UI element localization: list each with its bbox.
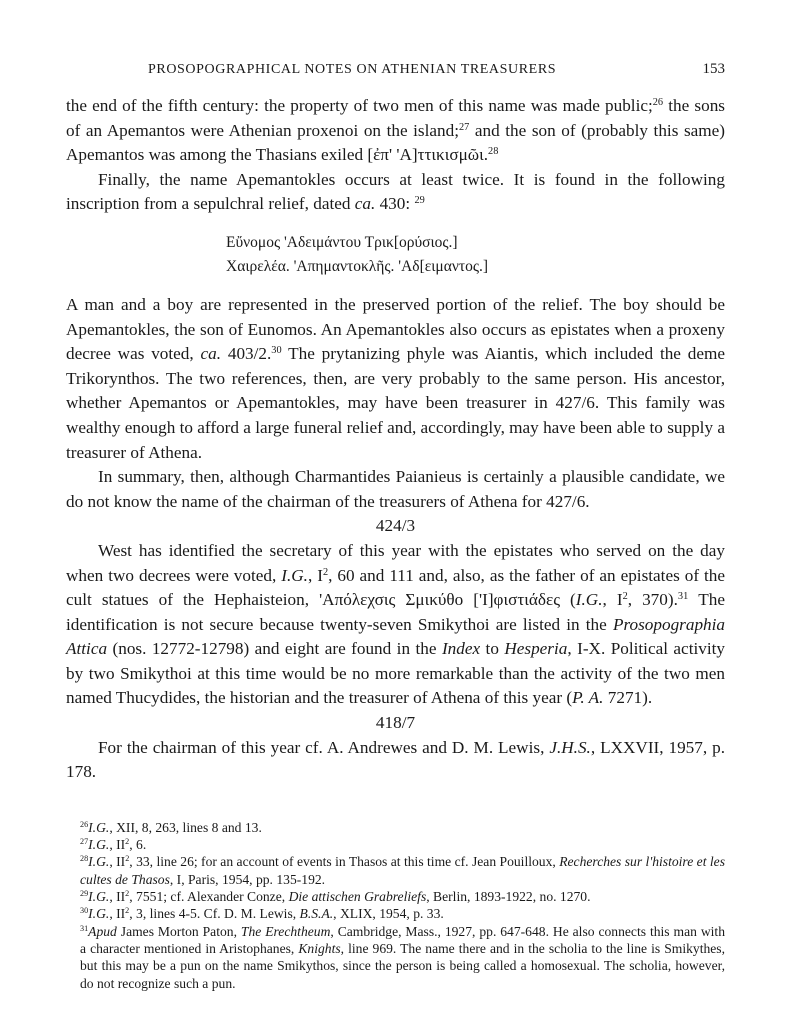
footnote-ref-31[interactable]: 31: [677, 590, 689, 602]
paragraph-1: the end of the fifth century: the property of two men of this name was made public;$^{26}$ the sons of an Apemantos were Athenian proxenoi on the island;$^{27}$ and the son of (probably this same) Apemantos was among the Thasians exiled [ἐπ' 'Α]ττικισμῶι.$^{28}$: [66, 96, 725, 165]
section-heading-418-7: 418/7: [375, 713, 416, 733]
footnote-ref-26[interactable]: 26: [652, 96, 664, 108]
body-text: [66, 94, 725, 785]
footnote-27: $^{27}$I.G., $II^2$, 6.: [80, 837, 147, 853]
footnotes: [66, 819, 725, 992]
page-number: 153: [702, 61, 725, 77]
footnote-26: $^{26}$I.G., XII, 8, 263, lines 8 and 13.: [80, 819, 262, 835]
running-header: [66, 58, 725, 82]
footnote-ref-27[interactable]: 27: [459, 121, 470, 133]
footnote-ref-29[interactable]: 29: [414, 195, 425, 207]
paragraph-5: West has identified the secretary of this year with the epistates who served on the day when two decrees were voted, I.G., $I^2$, 60 and 111 and, also, as the father of an epistates of the cult statues of the Hephaisteion, 'Απόλεχσις Σμικύθο ['Ι]φιστιάδες (I.G., $I^2$, 370).$^{31}$ The identification is not secure because twenty-seven Smikythoi are listed in the Prosopographia Attica (nos. 12772-12798) and eight are found in the Index to Hesperia, I-X. Political activity by two Smikythoi at this time would be no more remarkable than the activity of the two men named Thucydides, the historian and the treasurer of Athena of this year (P. A. 7271).: [66, 540, 726, 708]
inscription-line-1: Εὔνομος 'Αδειμάντου Τρικ[ορύσιος.]: [226, 233, 458, 251]
greek-inscription: [226, 231, 725, 279]
footnote-29: $^{29}$I.G., $II^2$, 7551; cf. Alexander Conze, Die attischen Grabreliefs, Berlin, 1893-1922, no. 1270.: [80, 889, 591, 905]
paragraph-3: A man and a boy are represented in the preserved portion of the relief. The boy should be Apemantokles, the son of Eunomos. An Apemantokles also occurs as epistates when a proxeny decree was voted, ca. 403/2.30 The prytanizing phyle was Aiantis, which included the deme Trikorynthos. The two references, then, are very probably to the same person. His ancestor, whether Apemantos or Apemantokles, may have been treasurer in 427/6. This family was wealthy enough to afford a large funeral relief and, accordingly, may have been able to supply a treasurer of Athena.: [66, 294, 725, 462]
paragraph-6: For the chairman of this year cf. A. Andrewes and D. M. Lewis, J.H.S., LXXVII, 1957, p. 178.: [66, 737, 726, 782]
inscription-line-2: Χαιρελέα. 'Απημαντοκλῆς. 'Αδ[ειμαντος.]: [226, 257, 489, 275]
footnote-30: $^{30}$I.G., $II^2$, 3, lines 4-5. Cf. D. M. Lewis, B.S.A., XLIX, 1954, p. 33.: [80, 906, 444, 922]
footnote-31: $^{31}$Apud James Morton Paton, The Erechtheum, Cambridge, Mass., 1927, pp. 647-648. He also connects this man with a character mentioned in Aristophanes, Knights, line 969. The name there and in the scholia to the line is Smikythes, but this may be a pun on the name Smikythos, since the person is being called a homosexual. The scholia, however, do not recognize such a pun.: [80, 923, 725, 991]
section-heading-424-3: 424/3: [375, 516, 416, 536]
footnote-28: $^{28}$I.G., $II^2$, 33, line 26; for an account of events in Thasos at this time cf. Jean Pouilloux, Recherches sur l'histoire et les cultes de Thasos, I, Paris, 1954, pp. 135-192.: [80, 854, 725, 887]
paragraph-2: Finally, the name Apemantokles occurs at least twice. It is found in the following inscription from a sepulchral relief, dated ca. 430: $^{29}$: [66, 169, 725, 214]
page: [66, 58, 725, 992]
running-title: PROSOPOGRAPHICAL NOTES ON ATHENIAN TREASURERS: [148, 62, 557, 77]
paragraph-4: In summary, then, although Charmantides Paianieus is certainly a plausible candidate, we do not know the name of the chairman of the treasurers of Athena for 427/6.: [66, 467, 725, 511]
footnote-ref-30[interactable]: 30: [271, 344, 282, 356]
footnote-ref-28[interactable]: 28: [488, 146, 499, 157]
